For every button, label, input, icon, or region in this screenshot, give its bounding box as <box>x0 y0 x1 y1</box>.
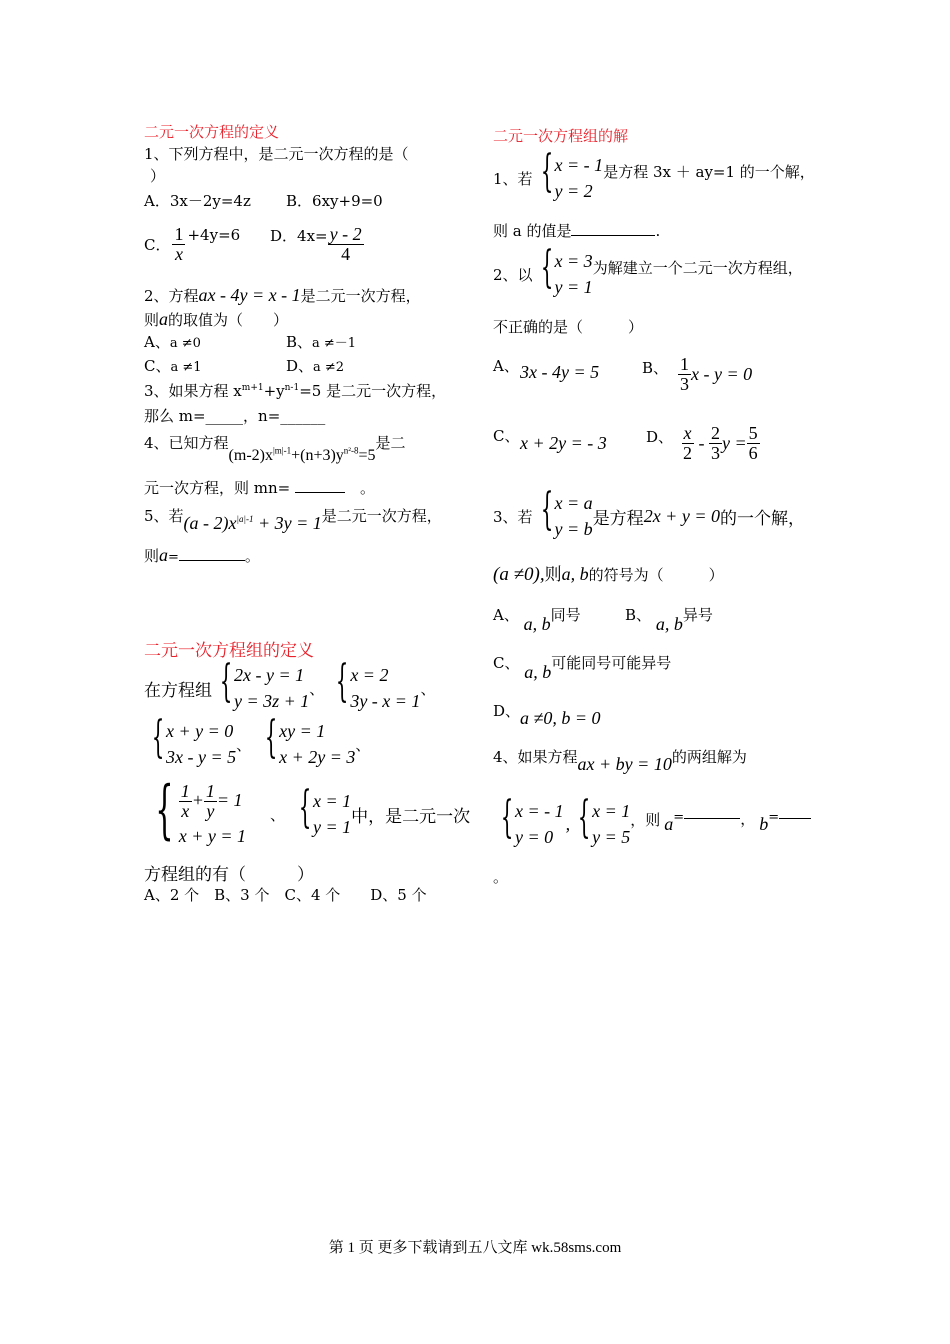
r-q3-post-eq: 2x + y = 0 <box>643 505 720 526</box>
l-q3-line2: 那么 m=_____，n=______ <box>144 407 326 425</box>
r-q1-sys <box>533 146 604 204</box>
r-q4-b-eq: = <box>768 809 780 825</box>
l-sep2: 、 <box>420 679 436 698</box>
l-sys5-brace: { <box>155 773 174 847</box>
l-q2-d-val: a ≠2 <box>313 360 345 375</box>
l-sys4-brace: { <box>264 712 278 763</box>
r-q3-option-a <box>493 604 581 634</box>
r-q3-a-text: 同号 <box>550 606 581 624</box>
r-q2-pre: 2、以 <box>493 265 533 284</box>
r-q4-eq: ax + by = 10 <box>577 754 672 774</box>
r-q2-r1: x = 3 <box>554 251 593 271</box>
r-q1-brace: { <box>540 146 553 197</box>
l-sys5-frac1 <box>179 782 192 821</box>
l-sys-options: A、2 个 B、3 个 C、4 个 D、5 个 <box>144 886 427 904</box>
l-q1-d-den: 4 <box>341 243 351 264</box>
r-q2-sys <box>533 242 593 300</box>
r-q2-a-label: A、 <box>493 357 519 375</box>
r-q3-a-label: A、 <box>493 606 519 624</box>
r-q4-sysA-r2: y = 0 <box>515 827 554 848</box>
l-q4-blank[interactable] <box>295 492 345 493</box>
l-q2-a-val: a ≠0 <box>169 336 201 351</box>
l-sys2 <box>328 656 421 714</box>
l-sep3: 、 <box>236 735 252 754</box>
l-q2-l2-post: 的取值为（ ） <box>168 311 289 329</box>
l-sys5-f1-den: x <box>181 800 190 821</box>
l-q1-c-num: 1 <box>174 224 184 244</box>
r-q2-c-eq: x + 2y = - 3 <box>520 433 607 453</box>
l-q2-l2-pre: 则 <box>144 311 160 329</box>
l-sys3-r2: 3x - y = 5 <box>166 747 237 768</box>
l-q2-b-label: B、 <box>286 333 313 351</box>
r-q2-a-eq: 3x - 4y = 5 <box>520 362 600 382</box>
l-sys-tail: 中，是二元一次 <box>351 806 471 827</box>
l-q4-eq-a: (m-2)x <box>228 447 273 464</box>
l-q4-eq-b: +(n+3)y <box>291 447 344 464</box>
l-sys-row3 <box>144 773 471 847</box>
r-q3-d-label: D、 <box>493 702 521 720</box>
r-q3-c-var: a, b <box>524 662 552 682</box>
l-sys-intro: 在方程组 <box>144 680 212 701</box>
r-q3-d-eq: a ≠0, b = 0 <box>520 708 601 728</box>
r-q2-d-n2: 2 <box>711 423 721 443</box>
r-q4-line1 <box>493 746 747 774</box>
r-q2-d-label: D、 <box>646 427 674 446</box>
l-q5-end: 。 <box>244 547 260 565</box>
l-sys5-f2-num: 1 <box>205 781 215 801</box>
r-q3-sys <box>533 484 593 542</box>
r-q3-post-b: 的一个解， <box>719 508 805 529</box>
r-q3-brace: { <box>540 484 553 535</box>
r-q2-d-d2: 3 <box>711 442 721 463</box>
l-q1-c-rest: +4y=6 <box>187 226 241 245</box>
l-q2-b-val: a ≠－1 <box>312 336 357 351</box>
r-q3-r1: x = a <box>554 493 593 513</box>
r-q4-mid: ，则 <box>630 810 661 829</box>
l-sys5-r1-rest: = 1 <box>216 790 243 811</box>
l-q1-option-b: B．6xy+9=0 <box>286 192 383 210</box>
l-sys6-brace: { <box>298 782 312 834</box>
l-sys5-frac2 <box>204 782 217 821</box>
l-sys5-plus: + <box>191 790 204 811</box>
r-q3-line2 <box>493 560 724 586</box>
section-title-system-solution: 二元一次方程组的解 <box>493 127 629 145</box>
l-q5-eq-b: + 3y = 1 <box>253 513 322 533</box>
r-q2-d-d3: 6 <box>748 442 758 463</box>
r-q2-brace: { <box>540 242 553 293</box>
l-q1-d-num: y - 2 <box>329 224 362 244</box>
l-q3-sup2: n-1 <box>284 383 300 393</box>
r-q2-b-frac <box>678 355 691 394</box>
l-q4-l2: 元一次方程，则 mn= <box>144 479 291 497</box>
r-q3-l2-eq: (a ≠0), <box>493 564 545 585</box>
l-q5-line2 <box>144 545 260 566</box>
l-q1-option-c <box>144 225 240 264</box>
l-sys-question: 方程组的有（ ） <box>144 865 314 885</box>
r-q3-pre: 3、若 <box>493 507 533 526</box>
l-q2-c-label: C、 <box>144 357 171 375</box>
l-q4-eq <box>229 447 376 464</box>
l-q2-option-a <box>144 331 201 352</box>
l-sys5-r1 <box>179 782 246 821</box>
r-q2-b-label: B、 <box>642 358 669 377</box>
r-q2-line2: 不正确的是（ ） <box>493 318 644 336</box>
r-q4-sysB-brace: { <box>577 792 591 843</box>
l-q5-line1 <box>144 505 442 533</box>
r-q2-d-d1: 2 <box>683 442 693 463</box>
r-q3-option-b <box>625 604 713 634</box>
l-sys2-r2: 3y - x = 1 <box>350 691 421 712</box>
l-sep5: 、 <box>270 805 286 824</box>
l-sys1-r1: 2x - y = 1 <box>234 665 305 685</box>
r-q2-b-rest: x - y = 0 <box>691 363 753 384</box>
r-q2-c-label: C、 <box>493 427 520 445</box>
r-q2-d-frac2 <box>709 424 722 463</box>
r-q3-b-label: B、 <box>625 606 652 624</box>
l-sys3-r1: x + y = 0 <box>166 721 234 741</box>
section-title-equation-definition: 二元一次方程的定义 <box>144 123 280 141</box>
r-q4-sysB-r2: y = 5 <box>592 827 631 848</box>
l-q1-d-fraction <box>328 225 364 264</box>
r-q3-post-a: 是方程 <box>592 508 644 529</box>
l-sys1-r2: y = 3z + 1 <box>234 691 310 712</box>
r-q3-r2: y = b <box>554 519 593 540</box>
r-q2-d-n1: x <box>683 423 692 443</box>
l-q4-end: 。 <box>360 479 376 497</box>
l-q3-sup1: m+1 <box>241 383 264 393</box>
l-sys4-r1: xy = 1 <box>279 721 326 741</box>
r-q3-a-var: a, b <box>523 614 551 634</box>
r-q2-r2: y = 1 <box>554 277 593 298</box>
r-q4-a-blank[interactable] <box>684 818 740 819</box>
l-q5-l2-var: a <box>159 545 169 565</box>
l-q5-sup: |a|-1 <box>236 514 254 524</box>
page-footer: 第 1 页 更多下载请到五八文库 wk.58sms.com <box>328 1240 622 1256</box>
l-q5-eq-a: (a - 2)x <box>183 513 237 533</box>
l-q1-c-fraction <box>172 225 185 264</box>
r-q3-b-text: 异号 <box>682 606 713 624</box>
r-q3-c-label: C、 <box>493 654 520 672</box>
l-q5-l2-pre: 则 <box>144 547 160 565</box>
r-q4-b-blank[interactable] <box>779 818 811 819</box>
l-q2-option-c <box>144 355 202 376</box>
l-q4-sup2: n²-8 <box>343 445 359 456</box>
l-sys6-r1: x = 1 <box>313 791 352 812</box>
l-q2-post: 是二元一次方程， <box>300 287 421 305</box>
l-q3-pre: 3、如果方程 x <box>144 382 242 400</box>
l-q4-pre: 4、已知方程 <box>144 434 229 452</box>
l-q1-stem: 1、下列方程中，是二元一次方程的是（ <box>144 145 409 163</box>
r-q1-l2: 则 a 的值是 <box>493 222 572 240</box>
l-sep4: 、 <box>355 735 371 754</box>
r-q2-d-frac3 <box>747 424 760 463</box>
l-sys5-r2: x + y = 1 <box>178 825 246 846</box>
l-q2-option-b <box>286 331 356 352</box>
l-sys-row1 <box>144 656 436 714</box>
l-sys5 <box>144 773 246 847</box>
r-q4-sysA-r1: x = - 1 <box>515 801 564 821</box>
l-q1-c-label: C． <box>144 235 171 254</box>
l-sys5-f2-den: y <box>206 800 215 821</box>
r-q4-sysA <box>493 792 564 850</box>
r-q3-l2-mid: 则 <box>544 565 562 585</box>
r-q2-d-minus: - <box>694 432 710 453</box>
r-q1-post: 是方程 3x ＋ ay=1 的一个解， <box>603 162 815 181</box>
l-sys-row2 <box>144 712 371 770</box>
r-q4-sysB-r1: x = 1 <box>592 801 631 821</box>
r-q1-line2 <box>493 220 660 241</box>
l-q5-l2-post: = <box>168 550 179 565</box>
r-q3-line1 <box>493 484 805 542</box>
l-sys5-f1-num: 1 <box>180 781 190 801</box>
l-sys2-r1: x = 2 <box>350 665 389 685</box>
r-q4-post: 的两组解为 <box>671 748 747 766</box>
l-q3-line1 <box>144 380 446 401</box>
l-sys6 <box>291 782 352 840</box>
r-q2-d-mid: y = <box>722 432 747 453</box>
l-q5-pre: 5、若 <box>144 507 184 525</box>
r-q2-b-den: 3 <box>680 373 690 394</box>
r-q2-line1 <box>493 242 803 300</box>
l-q4-line1 <box>144 432 406 464</box>
r-q3-option-c <box>493 652 672 682</box>
r-q1-line1 <box>493 146 815 204</box>
l-q4-sup1: |m|-1 <box>272 445 292 456</box>
l-q3-mid: +y <box>263 382 285 400</box>
l-q2-line2 <box>144 309 288 330</box>
l-q2-option-d <box>286 355 344 376</box>
l-sys2-brace: { <box>336 656 349 707</box>
r-q4-comma: , <box>565 813 571 834</box>
l-q5-blank[interactable] <box>179 560 245 561</box>
l-q1-option-a: A．3x－2y=4z <box>144 192 251 210</box>
r-q4-line2: { x = - 1 y = 0 , { x = 1 y = 5 ，则 a = ， b = <box>493 798 811 850</box>
l-q2-c-val: a ≠1 <box>170 360 202 375</box>
l-q1-paren: ） <box>150 167 166 185</box>
r-q3-l2-var: a, b <box>561 564 589 584</box>
l-q4-post: 是二 <box>375 434 406 452</box>
l-sys6-r2: y = 1 <box>313 817 352 838</box>
section-title-system-definition: 二元一次方程组的定义 <box>144 641 314 661</box>
r-q2-post: 为解建立一个二元一次方程组， <box>592 258 803 277</box>
r-q4-end: 。 <box>493 868 509 886</box>
r-q4-sysA-brace: { <box>500 792 514 843</box>
r-q1-r1: x = - 1 <box>554 155 604 175</box>
l-q2-pre: 2、方程 <box>144 287 199 305</box>
r-q3-b-var: a, b <box>655 614 683 634</box>
l-q2-a-label: A、 <box>144 333 170 351</box>
l-sep1: 、 <box>309 679 325 698</box>
r-q2-option-b <box>642 355 752 394</box>
l-q2-line1 <box>144 285 421 306</box>
l-q2-l2-var: a <box>159 309 169 329</box>
l-q2-eq: ax - 4y = x - 1 <box>198 285 301 305</box>
r-q2-option-d <box>646 424 760 463</box>
l-q3-post: =5 是二元一次方程， <box>299 382 447 400</box>
r-q3-c-text: 可能同号可能异号 <box>551 654 672 672</box>
l-sys3-brace: { <box>151 712 165 763</box>
r-q2-b-num: 1 <box>680 354 690 374</box>
r-q4-avar: a <box>664 813 674 834</box>
l-q4-line2 <box>144 477 375 498</box>
l-q5-post: 是二元一次方程， <box>321 507 442 525</box>
r-q1-pre: 1、若 <box>493 169 533 188</box>
l-sys1 <box>212 656 310 714</box>
r-q1-end: . <box>655 222 661 240</box>
l-sys4-r2: x + 2y = 3 <box>279 747 356 768</box>
l-q1-c-den: x <box>174 243 183 264</box>
r-q2-d-n3: 5 <box>748 423 758 443</box>
l-q4-eq-c: =5 <box>358 447 376 464</box>
l-sys4 <box>257 712 356 770</box>
r-q4-a-eq: = <box>673 809 685 825</box>
l-q2-d-label: D、 <box>286 357 314 375</box>
l-sys3 <box>144 712 237 770</box>
r-q1-blank[interactable] <box>571 235 655 236</box>
l-q1-option-d <box>270 225 364 264</box>
r-q3-l2-post: 的符号为（ ） <box>588 566 724 584</box>
l-q1-d-label: D．4x= <box>270 226 328 245</box>
l-q5-eq <box>184 513 322 533</box>
r-q4-pre: 4、如果方程 <box>493 748 578 766</box>
r-q1-r2: y = 2 <box>554 181 593 202</box>
r-q4-sysB <box>570 792 631 850</box>
r-q2-d-frac1 <box>681 424 694 463</box>
l-sys1-brace: { <box>219 656 233 707</box>
r-q4-bvar: b <box>759 813 769 834</box>
